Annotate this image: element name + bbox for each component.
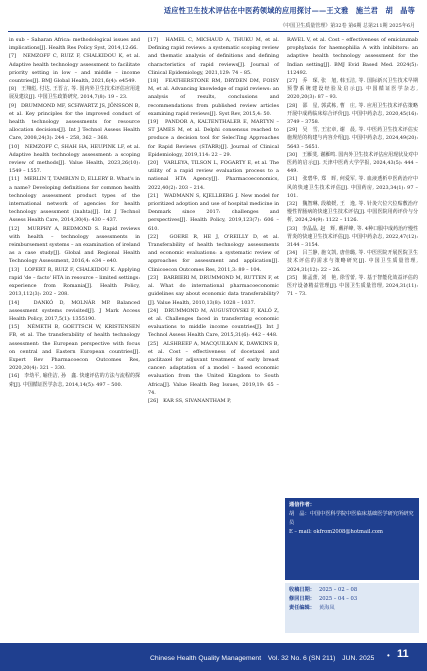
reference-entry: [31] 张碧华, 郑 晖, 何爱军, 等. 血液透析中医药治疗中风的快速卫生技术评估[J]. 中国药房, 2023,34(1): 97 – 101. xyxy=(287,176,418,199)
contact-title: 通信作者： xyxy=(289,502,315,508)
responsible-editor: 责任编辑： 黄海凤 xyxy=(289,605,335,611)
received-date: 收稿日期： 2025 – 02 – 08 xyxy=(289,587,358,593)
contact-email: E – mail: okfrom2008@hotmail.com xyxy=(289,529,383,535)
article-dates-box xyxy=(285,583,419,633)
reference-entry: [15] NÉMETH B, GOETTSCH W, KRISTENSEN FB, et al. The transferability of health technology assessment: the European perspective with focus on central and Eastern European countries[J]. Expert Rev Pharmacoecon Outcomes Res, 2020,20(4): 321 – 330. xyxy=(9,324,140,372)
reference-entry: [20] VARLEYA, TILSON L, FOGARTY E, et al. The utility of a rapid review evaluation process to a national HTA Agency[J]. Pharmacoeconomics, 2022,40(2): 203 – 214. xyxy=(148,160,279,191)
reference-entry: [22] GOERE R, HE J, O'REILLY D, et al. Transferability of health technology assessments and economic evaluations: a systematic review of approaches for assessment and application[J]. Clinicoecon Outcomes Res, 2011,3: 89 – 104. xyxy=(148,233,279,273)
references-column-middle xyxy=(148,36,279,405)
reference-entry: [24] DRUMMOND M, AUGUSTOVSKI F, KALÓ Z, et al. Challenges faced in transferring economic evaluations to middle income countries[J]. Int J Technol Assess Health Care, 2015,31(6): 442 – 448. xyxy=(148,307,279,339)
references-column-right xyxy=(287,36,418,299)
reference-entry: in sub – Saharan Africa: methodological issues and implications[J]. Health Res Policy Syst, 2014,12:66. xyxy=(9,37,140,52)
page-footer xyxy=(0,643,427,671)
reference-entry: [9] DRUMMOND MF, SCHWARTZ JS, JÖNSSON B, et al. Key principles for the improved conduct of health technology assessments for resource allocation decisions[J]. Int J Technol Assess Health Care, 2008,24(3): 244 – 258, 362 – 368. xyxy=(9,102,140,142)
corresponding-author-box xyxy=(285,498,419,580)
reference-entry: [34] 吕兰静, 施文凯, 唐佳璐, 等. 中医医院开展医院卫生技术评估的需求与策略研究[J]. 中国卫生质量管理, 2024,31(12): 22 – 26. xyxy=(287,250,418,273)
reference-entry: [35] 陈孟蕾, 刘 艳, 徐雪蕾, 等. 基于智能化效益评估的医疗设备精益管理[J]. 中国卫生质量管理, 2024,31(11): 71 – 73. xyxy=(287,274,418,298)
journal-issue: 《中国卫生质量管理》第32卷 第6期 总第211期 2025年6月 xyxy=(280,23,415,29)
reference-entry: [14] DANKÓ D, MOLNÁR MP. Balanced assessment systems revisited[J]. J Mark Access Health Policy, 2017,5(1): 1355190. xyxy=(9,299,140,322)
references-column-left xyxy=(9,36,140,389)
reference-entry: [19] PANDOR A, KALTENTHALER E, MARTYN – ST JAMES M, et al. Delphi consensus reached to produce a decision tool for SelecTing Approaches for Rapid Reviews (STARR)[J]. Journal of Clinical Epidemiology, 2019,114: 22 – 29. xyxy=(148,119,279,158)
reference-entry: RAVEL V, et al. Cost – effectiveness of emicizumab prophylaxis for haemophilia A with inhibitors: an adaptive health technology assessment for the Indian setting[J]. BMJ Evid Based Med. 2024(5): 112492. xyxy=(287,37,418,76)
reference-entry: [30] 王雁斐, 谢雁鸣. 国内外卫生技术评估应用现状及对中医药的启示[J]. 天津中医药大学学报, 2024,43(5): 444 – 449. xyxy=(287,151,418,175)
reference-entry: [17] HAMEL C, MICHAUD A, THUKU M, et al. Defining rapid reviews: a systematic scoping review and thematic analysis of definitions and defining characteristics of rapid reviews[J]. Journal of Clinical Epidemiology, 2021,129: 74 – 85. xyxy=(148,37,279,76)
reference-entry: [13] LOPERT R, RUIZ F, CHALKIDOU K. Applying rapid 'de – facto' HTA in resource – limited settings: experience from Romania[J]. Health Policy, 2013,112(3): 202 – 208. xyxy=(9,266,140,298)
reference-entry: [18] FEATHERSTONE RM, DRYDEN DM, FOISY M, et al. Advancing knowledge of rapid reviews: an analysis of results, conclusions and recommendations from published review articles examining rapid reviews[J]. Syst Rev, 2015,4: 50. xyxy=(148,78,279,117)
reference-entry: [21] WADMANN S, KJELLBERG J. New model for prioritized adoption and use of hospital medicine in Denmark since 2017: challenges and perspectives[J]. Health Policy, 2019,123(7): 606 – 610. xyxy=(148,192,279,232)
reference-entry: [7] NEMZOFF C, RUIZ F, CHALKIDOU K, et al. Adaptive health technology assessment to facilitate priority setting in low – and middle – income countries[J]. BMJ Global Health, 2021,6(4): e4549. xyxy=(9,53,140,85)
reference-entry: [23] BARBIERI M, DRUMMOND M, RUTTEN F, et al. What do international pharmacoeconomic guidelines say about economic data transferability?[J]. Value Health, 2010,13(8): 1028 – 1037. xyxy=(148,274,279,306)
reference-entry: [32] 魏智琳, 段敏媛, 王 逸, 等. 针灸穴位穴位贴敷治疗慢性胃肠病的快速卫生技术评估[J]. 中国医院用药评价与分析, 2024,24(9): 1122 – 1126. xyxy=(287,201,418,224)
reference-entry: [29] 吴 雪, 王宏章, 谢 晨, 等. 中医药卫生技术评估实施规范的构建与内容介绍[J]. 中国中药杂志, 2024,49(20): 5643 – 5651. xyxy=(287,127,418,150)
reference-entry: [12] MURPHY A, REDMOND S. Rapid reviews with health – technology assessments in reimbursement systems – an examination of ireland as a case study[J]. Global and Regional Health Technology Assessment, 2016,4: e34 – e40. xyxy=(9,225,140,265)
reference-entry: [27] 乔 琛, 张 旭, 韩玉洁, 等. 国际新兴卫生技术早期预警系统建设经验及启示[J]. 中国循证医学杂志, 2020,20(3): 87 – 93. xyxy=(287,78,418,101)
running-title: 适应性卫生技术评估在中医药领域的应用探讨——王文雅 施兰君 胡 晶等 xyxy=(163,6,415,15)
journal-footer-info: Chinese Health Quality Management Vol. 32 No. 6 (SN 211) JUN. 2025 xyxy=(150,655,375,662)
header-rule xyxy=(8,31,419,32)
reference-entry: [33] 李晶晶, 赵 辉, 戴祥峰, 等. 4种口服中成药治疗慢性胃炎的快速卫生技术评估[J]. 中国中药杂志, 2022,47(12): 3144 – 3154. xyxy=(287,225,418,249)
page-number: 11 xyxy=(397,648,409,660)
page-header xyxy=(0,0,427,40)
reference-entry: [10] NEMZOFF C, SHAH HA, HEUPINK LF, et al. Adaptive health technology assessment: a scoping review of methods[J]. Value Health, 2023,26(10): 1549 – 1557. xyxy=(9,143,140,175)
reference-entry: [25] ALSHREEF A, MACQUILKAN K, DAWKINS B, et al. Cost – effectiveness of docetaxel and paclitaxel for adjuvant treatment of early breast cancer: adaptation of a model – based economic evaluation from the United Kingdom to South Africa[J]. Value Health Reg Issues, 2019,19: 65 – 74. xyxy=(148,340,279,396)
revised-date: 修回日期： 2025 – 04 – 03 xyxy=(289,596,358,602)
reference-entry: [28] 邵 星, 郭武栋, 曹 庄, 等. 应用卫生技术评估策略开展中成药临床综合评价[J]. 中国中药杂志, 2020,45(16): 3749 – 3758. xyxy=(287,102,418,126)
reference-entry: [8] 王翔彪, 付达, 王晋言, 等. 国内外卫生技术评估应用进展及建议[J]. 中国卫生政策研究, 2014,7(8): 19 – 23. xyxy=(9,86,140,101)
reference-entry: [16] 李幼平, 喻佳洁, 孙 鑫. 快速评估的方法与流程的探索[J]. 中国循证医学杂志, 2014,14(5): 497 – 500. xyxy=(9,373,140,388)
contact-affiliation: 胡 晶：中国中医科学院中医临床基础医学研究所研究员 xyxy=(289,511,414,526)
reference-entry: [26] KAR SS, SIVANANTHAM P, xyxy=(148,397,232,404)
bullet-icon: • xyxy=(387,651,390,660)
reference-entry: [11] MERLIN T, TAMBLYN D, ELLERY B. What's in a name? Developing definitions for common health technology assessment product types of the international network of agencies for health technology assessment (inahta)[J]. Int J Technol Assess Health Care, 2014,30(4): 430 – 437. xyxy=(9,176,140,224)
